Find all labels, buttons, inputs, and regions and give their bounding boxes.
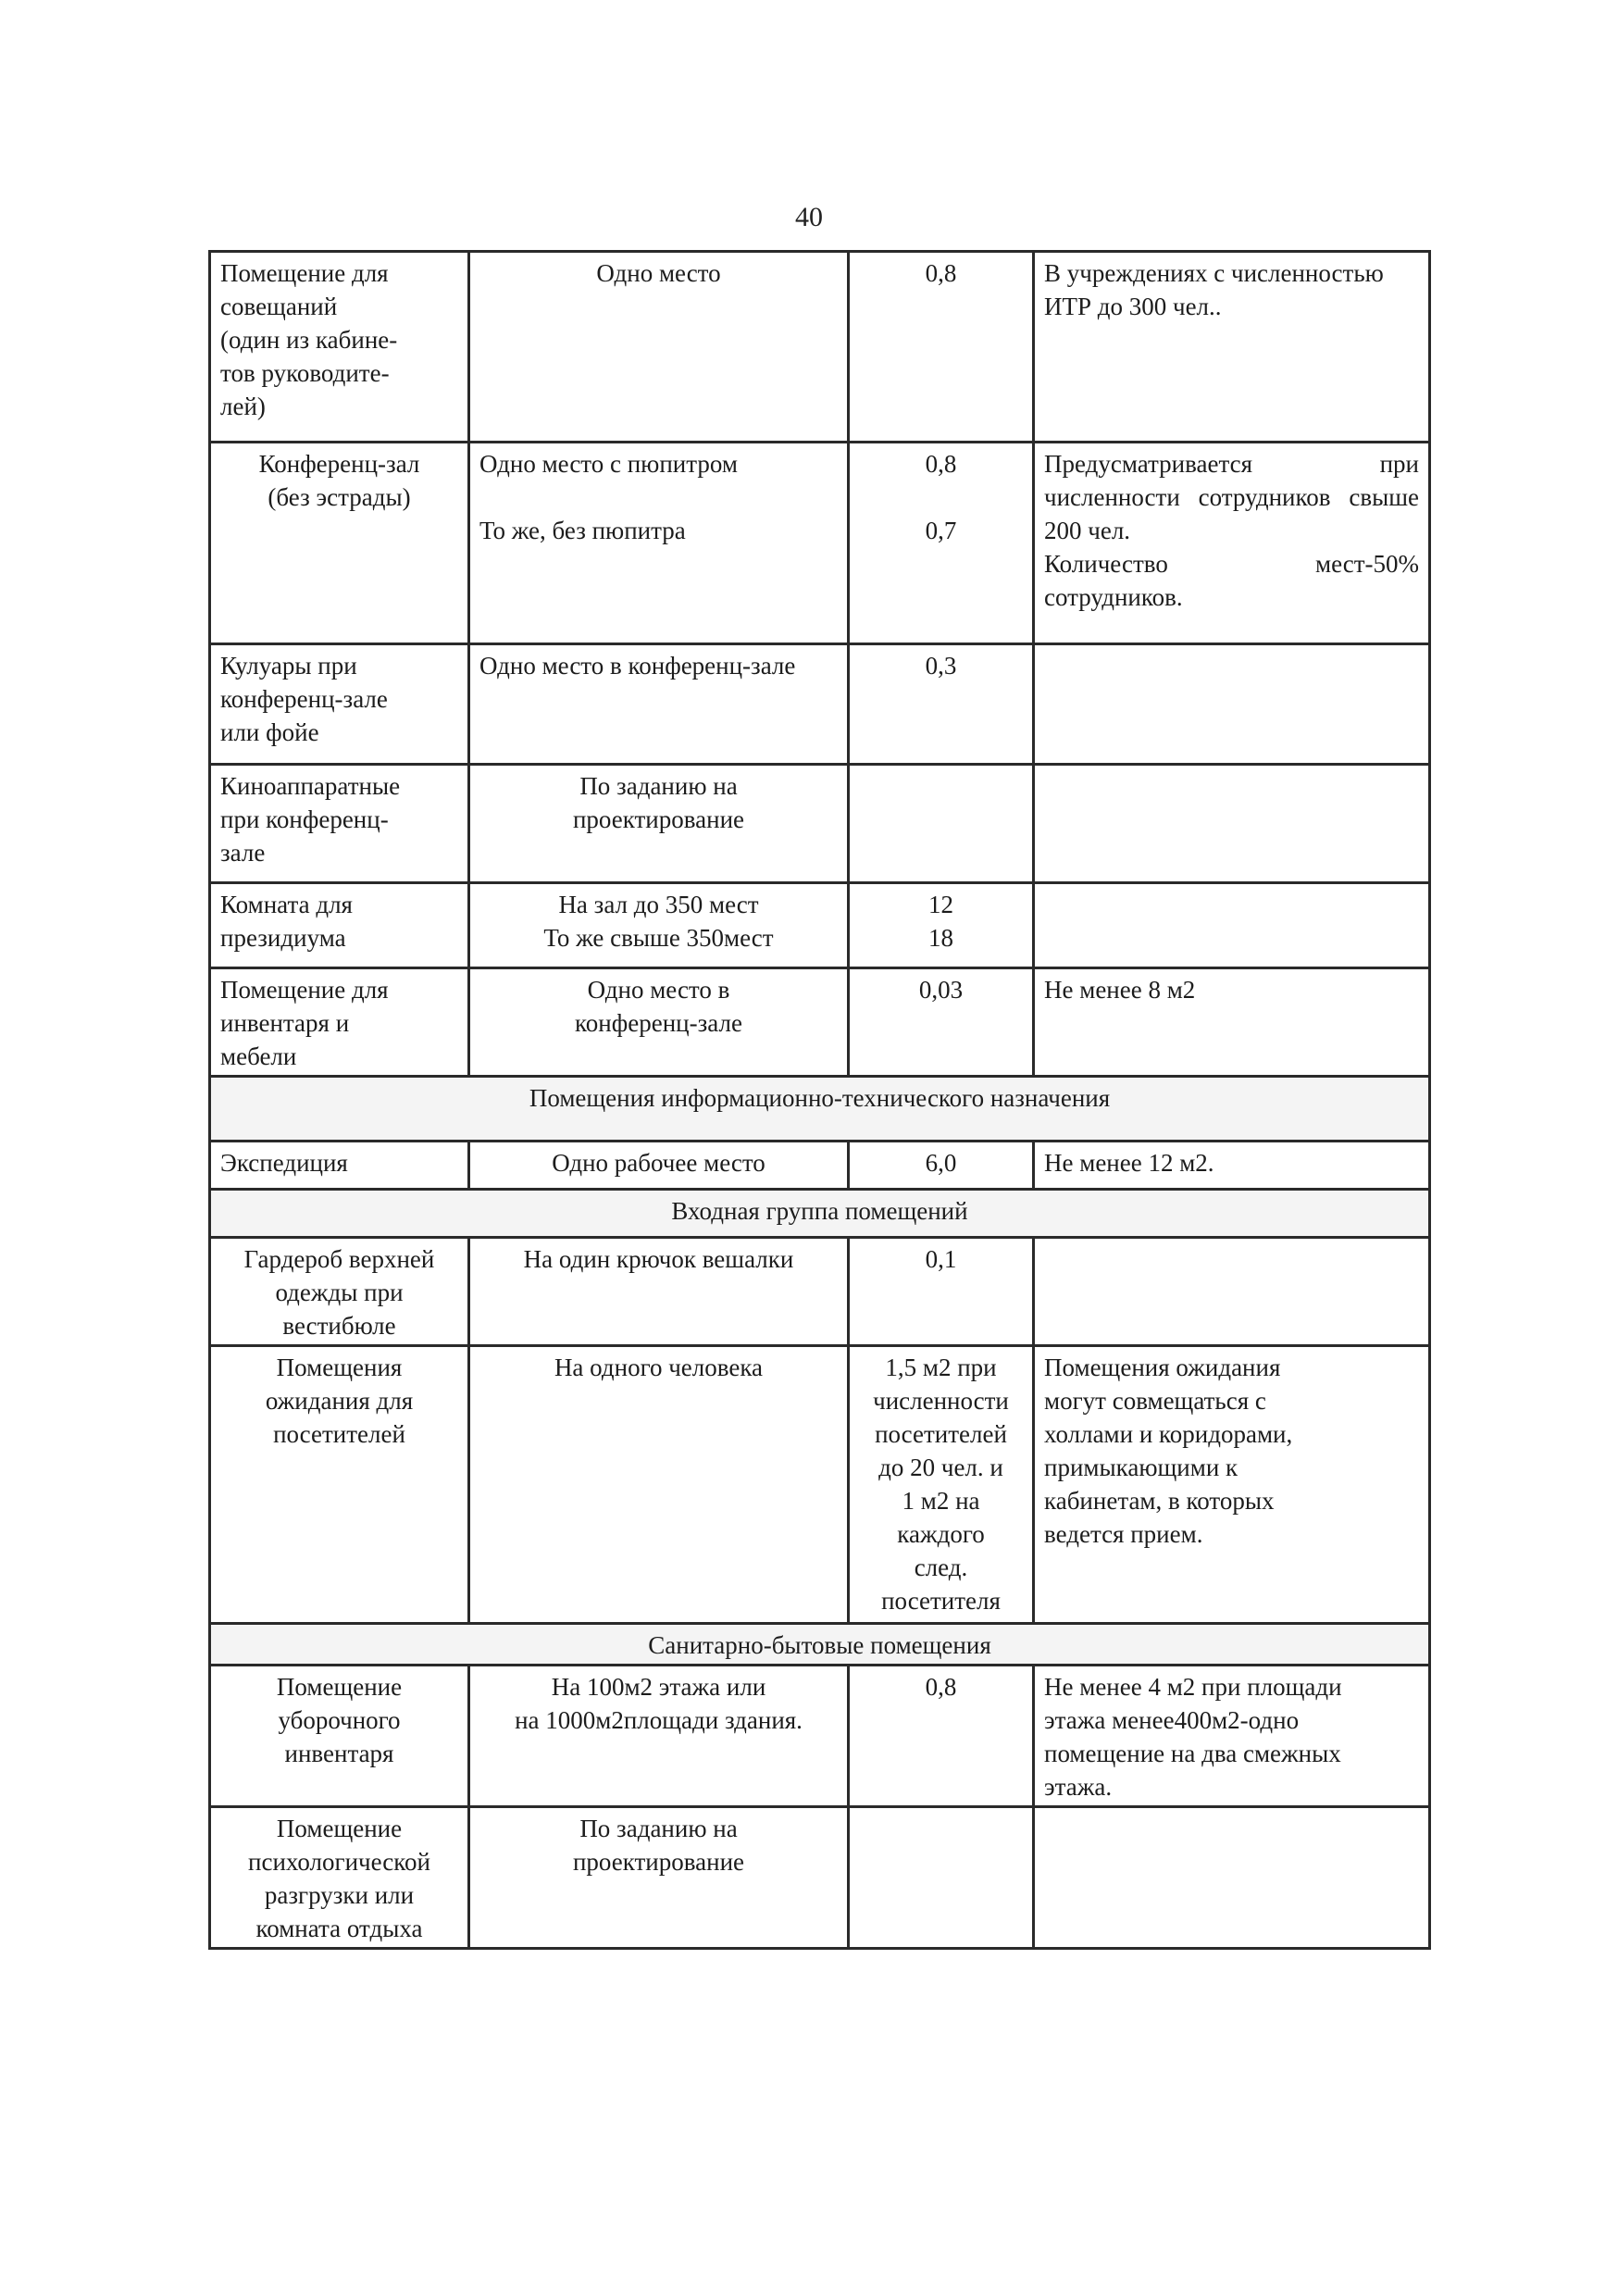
room-name: лей): [220, 393, 266, 420]
room-name: Конференц-зал: [258, 450, 420, 478]
note-cell: [1034, 883, 1430, 968]
unit-text: на 1000м2площади здания.: [515, 1706, 803, 1734]
unit-cell: [469, 644, 849, 765]
norm-value: 18: [928, 924, 953, 952]
room-name-cell: [210, 443, 469, 644]
unit-cell: [469, 1807, 849, 1949]
table-row: [210, 1666, 1430, 1807]
room-name: тов руководите-: [220, 359, 390, 387]
room-name-cell: [210, 1807, 469, 1949]
premises-norms-table: [208, 250, 1431, 1950]
norm-value: 6,0: [925, 1149, 957, 1177]
section-heading: Санитарно-бытовые помещения: [210, 1624, 1430, 1666]
unit-text: На зал до 350 мест: [558, 891, 759, 918]
norm-value: 0,03: [918, 976, 964, 1004]
norm-value: 1 м2 на: [902, 1487, 980, 1515]
room-name: мебели: [220, 1042, 297, 1070]
room-name: Помещение для: [220, 259, 389, 287]
room-name: Экспедиция: [220, 1149, 348, 1177]
unit-text: То же, без пюпитра: [479, 517, 686, 544]
room-name: Помещение: [276, 1673, 403, 1701]
unit-text: То же свыше 350мест: [543, 924, 774, 952]
norm-cell: [849, 1666, 1034, 1807]
norm-value: каждого: [897, 1520, 985, 1548]
norm-value: след.: [914, 1554, 968, 1581]
norm-value: 0,3: [925, 652, 957, 680]
table-row: [210, 968, 1430, 1077]
norm-cell: [849, 1238, 1034, 1346]
unit-text: Одно место в: [587, 976, 730, 1004]
norm-value: 0,8: [925, 450, 957, 478]
note-text: этажа.: [1044, 1773, 1113, 1801]
unit-cell: [469, 1142, 849, 1190]
room-name: Помещения: [276, 1354, 403, 1381]
room-name: инвентаря и: [220, 1009, 350, 1037]
note-cell: [1034, 644, 1430, 765]
section-row: [210, 1077, 1430, 1142]
table-row: [210, 765, 1430, 883]
norm-cell: [849, 1807, 1034, 1949]
unit-cell: [469, 1666, 849, 1807]
unit-text: Одно рабочее место: [552, 1149, 765, 1177]
room-name: психологической: [248, 1848, 430, 1876]
table-row: [210, 1142, 1430, 1190]
room-name-cell: [210, 968, 469, 1077]
table-row: [210, 1238, 1430, 1346]
note-cell: [1034, 252, 1430, 443]
room-name: вестибюле: [282, 1312, 396, 1340]
room-name: Комната для: [220, 891, 353, 918]
note-cell: [1034, 765, 1430, 883]
norm-cell: [849, 644, 1034, 765]
unit-text: По заданию на: [579, 1815, 738, 1842]
room-name: уборочного: [278, 1706, 401, 1734]
unit-text: проектирование: [572, 805, 745, 833]
room-name: Кулуары при: [220, 652, 357, 680]
unit-cell: [469, 883, 849, 968]
table-row: [210, 644, 1430, 765]
norm-value: численности: [873, 1387, 1009, 1415]
unit-text: Одно место: [596, 259, 721, 287]
norm-value: 0,1: [925, 1245, 957, 1273]
table-row: [210, 1807, 1430, 1949]
room-name: (без эстрады): [268, 483, 411, 511]
note-cell: [1034, 1807, 1430, 1949]
room-name: посетителей: [273, 1420, 405, 1448]
room-name-cell: [210, 1666, 469, 1807]
room-name-cell: [210, 765, 469, 883]
table-row: [210, 443, 1430, 644]
room-name: инвентаря: [284, 1740, 394, 1767]
norm-value: 12: [928, 891, 953, 918]
unit-cell: [469, 252, 849, 443]
norm-cell: [849, 1142, 1034, 1190]
note-text: В учреждениях с численностью ИТР до 300 чел..: [1044, 259, 1384, 320]
norm-value: 0,7: [925, 517, 957, 544]
norm-cell: [849, 1346, 1034, 1624]
room-name: Помещение для: [220, 976, 389, 1004]
note-text: примыкающими к: [1044, 1454, 1238, 1481]
norm-value: 0,8: [925, 259, 957, 287]
note-text: Количество мест-50% сотрудников.: [1044, 550, 1419, 611]
room-name-cell: [210, 252, 469, 443]
page-number: 40: [795, 202, 823, 232]
room-name: или фойе: [220, 718, 319, 746]
note-cell: [1034, 1238, 1430, 1346]
unit-text: Одно место с пюпитром: [479, 450, 738, 478]
note-cell: [1034, 1666, 1430, 1807]
unit-text: Одно место в конференц-зале: [479, 652, 796, 680]
note-text: Не менее 8 м2: [1044, 976, 1196, 1004]
unit-cell: [469, 1346, 849, 1624]
norm-cell: [849, 765, 1034, 883]
room-name-cell: [210, 644, 469, 765]
unit-text: проектирование: [572, 1848, 745, 1876]
note-text: холлами и коридорами,: [1044, 1420, 1293, 1448]
room-name: Киноаппаратные: [220, 772, 401, 800]
room-name: зале: [220, 839, 266, 867]
note-text: Предусматривается при численности сотрудников свыше 200 чел.: [1044, 450, 1419, 544]
note-text: могут совмещаться с: [1044, 1387, 1266, 1415]
table-row: [210, 883, 1430, 968]
section-heading: Помещения информационно-технического назначения: [210, 1077, 1430, 1142]
norm-value: 1,5 м2 при: [885, 1354, 997, 1381]
note-cell: [1034, 1346, 1430, 1624]
room-name: Гардероб верхней: [243, 1245, 435, 1273]
room-name-cell: [210, 1238, 469, 1346]
room-name: совещаний: [220, 293, 338, 320]
table-row: [210, 1346, 1430, 1624]
norm-value: 0,8: [925, 1673, 957, 1701]
room-name-cell: [210, 1142, 469, 1190]
norm-value: посетителя: [881, 1587, 1001, 1615]
room-name: при конференц-: [220, 805, 389, 833]
unit-cell: [469, 1238, 849, 1346]
note-text: помещение на два смежных: [1044, 1740, 1341, 1767]
unit-cell: [469, 443, 849, 644]
room-name: конференц-зале: [220, 685, 388, 713]
unit-text: По заданию на: [579, 772, 738, 800]
table-row: [210, 252, 1430, 443]
section-row: [210, 1624, 1430, 1666]
room-name: одежды при: [275, 1279, 404, 1306]
room-name: разгрузки или: [264, 1881, 415, 1909]
norm-cell: [849, 443, 1034, 644]
note-text: этажа менее400м2-одно: [1044, 1706, 1300, 1734]
note-text: Не менее 4 м2 при площади: [1044, 1673, 1342, 1701]
norm-cell: [849, 968, 1034, 1077]
section-row: [210, 1190, 1430, 1238]
room-name: (один из кабине-: [220, 326, 398, 354]
room-name-cell: [210, 883, 469, 968]
note-text: кабинетам, в которых: [1044, 1487, 1275, 1515]
norm-cell: [849, 252, 1034, 443]
note-text: Помещения ожидания: [1044, 1354, 1281, 1381]
norm-value: до 20 чел. и: [878, 1454, 1003, 1481]
unit-cell: [469, 968, 849, 1077]
section-heading: Входная группа помещений: [210, 1190, 1430, 1238]
room-name: Помещение: [276, 1815, 403, 1842]
room-name: ожидания для: [265, 1387, 414, 1415]
unit-text: На одного человека: [554, 1354, 764, 1381]
unit-text: На один крючок вешалки: [523, 1245, 794, 1273]
norm-cell: [849, 883, 1034, 968]
norm-value: посетителей: [875, 1420, 1007, 1448]
unit-cell: [469, 765, 849, 883]
note-cell: [1034, 443, 1430, 644]
note-text: ведется прием.: [1044, 1520, 1203, 1548]
room-name: комната отдыха: [255, 1915, 423, 1942]
unit-text: конференц-зале: [575, 1009, 742, 1037]
room-name-cell: [210, 1346, 469, 1624]
note-text: Не менее 12 м2.: [1044, 1149, 1214, 1177]
note-cell: [1034, 1142, 1430, 1190]
unit-text: На 100м2 этажа или: [551, 1673, 766, 1701]
note-cell: [1034, 968, 1430, 1077]
room-name: президиума: [220, 924, 346, 952]
